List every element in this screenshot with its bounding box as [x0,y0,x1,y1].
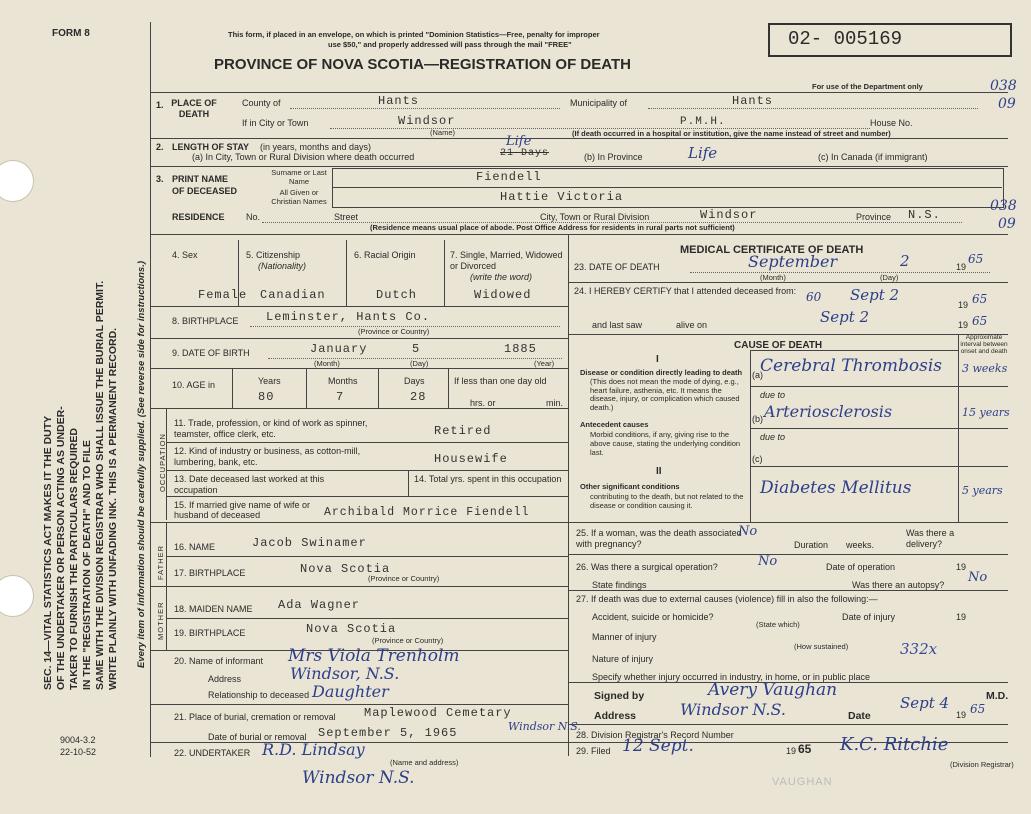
sign-date: Sept 4 [900,694,950,712]
relationship-label: Relationship to deceased [208,690,310,700]
age-min: min. [546,398,564,408]
citizenship-sub: (Nationality) [258,261,307,271]
dept-use-label: For use of the Department only [812,82,923,91]
city-label: If in City or Town [242,118,309,128]
death-day-sub: (Day) [880,273,899,282]
informant-label: 20. Name of informant [174,656,264,666]
signed-label: Signed by [594,690,645,702]
disease-label: Disease or condition directly leading to death [580,368,743,377]
stay-c-label: (c) In Canada (if immigrant) [818,152,928,162]
age-hrs: hrs. or [470,398,496,408]
stay-sub: (in years, months and days) [260,142,372,152]
dept-code: 038 [990,78,1017,94]
surname-value: Fiendell [476,170,542,184]
citizenship-label: 5. Citizenship [246,250,301,260]
spouse-value: Archibald Morrice Fiendell [324,506,530,519]
father-birthplace-label: 17. BIRTHPLACE [174,568,246,578]
marital-value: Widowed [474,288,532,302]
stay-a-label: (a) In City, Town or Rural Division where death occurred [192,152,415,162]
given-label: All Given or Christian Names [271,188,327,206]
dob-label: 9. DATE OF BIRTH [172,348,250,358]
cause-b: Arteriosclerosis [764,402,893,421]
marital-sub: (write the word) [470,272,533,282]
punch-hole [0,575,34,617]
burial-label: 21. Place of burial, cremation or removal [174,712,336,722]
father-side: FATHER [156,544,165,580]
external-label: 27. If death was due to external causes (violence) fill in also the following:— [576,594,878,604]
surgery-value: No [758,554,778,569]
antecedent-label: Antecedent causes [580,420,649,429]
stay-label: LENGTH OF STAY [172,142,250,152]
racial-value: Dutch [376,288,418,302]
place-num: 1. [156,100,164,110]
cause-a-interval: 3 weeks [962,362,1008,375]
accident-label: Accident, suicide or homicide? [592,612,714,622]
occupation-value: Retired [434,424,492,438]
father-birthplace: Nova Scotia [300,562,391,576]
operation-date-label: Date of operation [826,562,896,572]
hospital-value: P.M.H. [680,116,726,128]
due-to-1: due to [760,390,786,400]
punch-hole [0,160,34,202]
mother-name: Ada Wagner [278,598,361,612]
residence-province-label: Province [856,212,892,222]
burial-location-note: Windsor N.S. [508,720,581,733]
autopsy-label: Was there an autopsy? [852,580,945,590]
sex-label: 4. Sex [172,250,198,260]
physician-address: Windsor N.S. [680,700,786,719]
father-name: Jacob Swinamer [252,536,367,550]
mother-birthplace-label: 19. BIRTHPLACE [174,628,246,638]
cause-c-label: (c) [752,454,763,464]
residence-no-label: No. [246,212,261,222]
name-sub: (Name) [430,128,456,137]
name-num: 3. [156,174,164,184]
age-lt-head: If less than one day old [454,376,547,386]
state-which: (State which) [756,620,800,629]
house-label: House No. [870,118,913,128]
filed-date: 12 Sept. [622,736,694,756]
attended-year-prefix: 19 [958,300,969,310]
other-note: contributing to the death, but not related to the disease or condition causing it. [590,492,744,510]
municipality-value: Hants [732,94,774,108]
stay-b-value: Life [688,144,718,162]
t15-label: 15. If married give name of wife or husband of deceased [174,500,311,520]
t13-label: 13. Date deceased last worked at this occupation [174,474,325,495]
place-label: PLACE OF DEATH [171,98,217,119]
racial-label: 6. Racial Origin [354,250,416,260]
stay-num: 2. [156,142,164,152]
attended-year: 65 [972,292,988,306]
residence-city-value: Windsor [700,208,758,222]
dept-code: 09 [998,96,1016,112]
mother-side: MOTHER [156,601,165,640]
injury-year-prefix: 19 [956,612,967,622]
informant-address-label: Address [208,674,242,684]
reg-number: 02- 005169 [788,28,903,50]
cause-b-interval: 15 years [962,406,1010,419]
physician-stamp: VAUGHAN [772,776,833,788]
death-year-prefix: 19 [956,262,967,272]
other-condition: Diabetes Mellitus [760,478,912,498]
mother-name-label: 18. MAIDEN NAME [174,604,253,614]
cause-a-label: (a) [752,370,763,380]
cause-part-2: II [656,466,662,477]
t14-label: 14. Total yrs. spent in this occupation [414,474,562,484]
op-year-prefix: 19 [956,562,967,572]
medical-title: MEDICAL CERTIFICATE OF DEATH [680,244,864,256]
death-day: 2 [900,252,910,270]
residence-code: 038 [990,198,1017,214]
sign-date-label: Date [848,710,871,722]
name-label-1: PRINT NAME [172,174,228,184]
death-year: 65 [968,252,984,266]
certify-label: 24. I HEREBY CERTIFY that I attended deceased from: [574,286,797,296]
form-date: 22-10-52 [60,747,97,757]
age-months-head: Months [328,376,358,386]
residence-note: (Residence means usual place of abode. Post Office Address for residents in rural parts not sufficient) [370,223,735,232]
cause-b-label: (b) [752,414,763,424]
cause-title: CAUSE OF DEATH [734,340,823,351]
autopsy-value: No [968,570,988,585]
side-note: Every item of information should be carefully supplied. (See reverse side for instructions.) [136,260,147,668]
attended-from-pre: 60 [806,290,822,304]
form-number: FORM 8 [52,28,90,39]
residence-province-value: N.S. [908,208,941,222]
alive-on-label: alive on [676,320,708,330]
county-label: County of [242,98,281,108]
stay-a-correction: Life [506,134,532,149]
last-year-prefix: 19 [958,320,969,330]
given-value: Hattie Victoria [500,190,624,204]
age-days: 28 [410,390,427,404]
how-sustained: (How sustained) [794,642,849,651]
father-name-label: 16. NAME [174,542,216,552]
relationship-value: Daughter [312,682,389,701]
age-label: 10. AGE in [172,380,216,390]
md-label: M.D. [986,690,1009,702]
birthplace-value: Leminster, Hants Co. [266,310,431,324]
disease-note: (This does not mean the mode of dying, e.g., heart failure, asthenia, etc. It means the disease, injury, or complication which caused death.) [590,377,740,412]
burial-place: Maplewood Cemetary [364,706,512,720]
age-years-head: Years [258,376,281,386]
death-month: September [748,252,838,271]
sign-year-prefix: 19 [956,710,967,720]
dob-year: 1885 [504,342,537,356]
nature-code: 332x [900,640,938,658]
mother-birthplace: Nova Scotia [306,622,397,636]
citizenship-value: Canadian [260,288,326,302]
age-months: 7 [336,390,345,404]
burial-date: September 5, 1965 [318,726,458,740]
record-number-label: 28. Division Registrar's Record Number [576,730,734,740]
burial-date-label: Date of burial or removal [208,732,307,742]
dob-month: January [310,342,368,356]
dob-day-sub: (Day) [410,359,429,368]
residence-code: 09 [998,216,1016,232]
municipality-label: Municipality of [570,98,628,108]
mother-birthplace-sub: (Province or Country) [372,636,444,645]
county-value: Hants [378,94,420,108]
t11-label: 11. Trade, profession, or kind of work as spinner, teamster, office clerk, etc. [174,418,368,439]
last-saw-date: Sept 2 [820,308,870,326]
due-to-2: due to [760,432,786,442]
name-box [332,168,1004,208]
weeks-label: weeks. [846,540,875,550]
age-years: 80 [258,390,275,404]
informant-address: Windsor, N.S. [290,664,400,683]
place-note: (If death occurred in a hospital or institution, give the name instead of street and number) [572,129,891,138]
undertaker-value: R.D. Lindsay [262,740,365,759]
mail-notice-1: This form, if placed in an envelope, on which is printed "Dominion Statistics—Free, penalty for improper [228,30,600,39]
surname-label: Surname or Last Name [271,168,327,186]
registrar-sub: (Division Registrar) [950,760,1014,769]
residence-street-label: Street [334,212,359,222]
address-label: Address [594,710,637,722]
marital-label: 7. Single, Married, Widowed or Divorced [450,250,563,271]
findings-label: State findings [592,580,647,590]
interval-head: Approximate interval between onset and death [960,334,1008,355]
pregnancy-label: 25. If a woman, was the death associated with pregnancy? [576,528,742,549]
other-label: Other significant conditions [580,482,680,491]
form-code: 9004-3.2 [60,735,96,745]
residence-city-label: City, Town or Rural Division [540,212,650,222]
specify-label: Specify whether injury occurred in industry, in home, or in public place [592,672,870,682]
delivery-label: Was there a delivery? [906,528,955,549]
undertaker-sub: (Name and address) [390,758,459,767]
birthplace-sub: (Province or Country) [358,327,430,336]
manner-label: Manner of injury [592,632,657,642]
dob-month-sub: (Month) [314,359,340,368]
page-title: PROVINCE OF NOVA SCOTIA—REGISTRATION OF DEATH [214,56,631,73]
city-value: Windsor [398,114,456,128]
industry-value: Housewife [434,452,508,466]
birthplace-label: 8. BIRTHPLACE [172,316,239,326]
name-label-2: OF DECEASED [172,186,238,196]
undertaker-town: Windsor N.S. [302,768,415,788]
pregnancy-value: No [738,524,758,539]
dob-year-sub: (Year) [534,359,555,368]
occupation-side: OCCUPATION [158,433,167,492]
informant-value: Mrs Viola Trenholm [288,646,460,666]
side-instructions: SEC. 14—VITAL STATISTICS ACT MAKES IT THE DUTY OF THE UNDERTAKER OR PERSON ACTING AS UNDER- TAKER TO FURNISH THE PARTICULARS REQUIRED IN THE "REGISTRATION OF DEATH" AND TO FILE SAME WITH THE DIVISION REGISTRAR WHO SHALL ISSUE THE BURIAL PERMIT. WRITE PLAINLY WITH UNFADING INK. THIS IS A PERMANENT RECORD. [42,280,119,690]
physician-signature: Avery Vaughan [708,680,838,700]
t12-label: 12. Kind of industry or business, as cotton-mill, lumbering, bank, etc. [174,446,361,467]
age-days-head: Days [404,376,425,386]
last-saw-year: 65 [972,314,988,328]
death-date-label: 23. DATE OF DEATH [574,262,660,272]
sex-value: Female [198,288,248,302]
death-month-sub: (Month) [760,273,786,282]
filed-label: 29. Filed [576,746,611,756]
filed-year: 65 [798,742,812,756]
nature-label: Nature of injury [592,654,654,664]
sign-year: 65 [970,702,986,716]
undertaker-label: 22. UNDERTAKER [174,748,251,758]
attended-from: Sept 2 [850,286,900,304]
dob-day: 5 [412,342,421,356]
registrar-signature: K.C. Ritchie [840,734,949,755]
father-birthplace-sub: (Province or Country) [368,574,440,583]
filed-year-prefix: 19 [786,746,797,756]
stay-b-label: (b) In Province [584,152,643,162]
residence-label: RESIDENCE [172,212,225,222]
cause-a: Cerebral Thrombosis [760,356,943,376]
antecedent-note: Morbid conditions, if any, giving rise to the above cause, stating the underlying condition last. [590,430,741,457]
duration-label: Duration [794,540,829,550]
other-interval: 5 years [962,484,1003,497]
last-saw-label: and last saw [592,320,643,330]
cause-part-1: I [656,354,659,365]
injury-date-label: Date of injury [842,612,896,622]
stay-a-value: 21 Days [500,148,550,159]
surgery-label: 26. Was there a surgical operation? [576,562,718,572]
mail-notice-2: use $50," and properly addressed will pass through the mail "FREE" [328,40,572,49]
